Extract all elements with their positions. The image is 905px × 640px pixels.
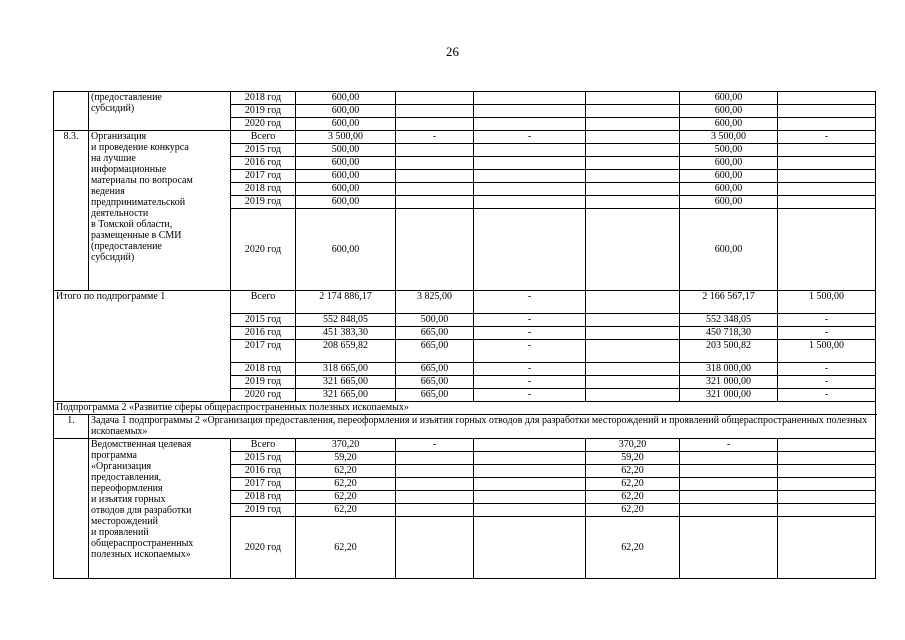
value-cell: 665,00 [396,327,474,340]
value-cell: 600,00 [680,118,778,131]
value-cell [778,517,876,579]
value-cell [778,92,876,105]
value-cell: - [474,340,586,363]
value-cell [586,131,680,144]
value-cell: 62,20 [296,517,396,579]
value-cell: 62,20 [296,504,396,517]
value-cell [474,105,586,118]
value-cell [586,118,680,131]
value-cell [586,363,680,376]
value-cell: 552 848,05 [296,314,396,327]
value-cell: - [778,363,876,376]
value-cell [778,170,876,183]
value-cell [396,196,474,209]
value-cell [396,105,474,118]
text-line: ведения [91,186,125,197]
num-cell: 8.3. [54,131,89,291]
value-cell [778,157,876,170]
value-cell: 1 500,00 [778,291,876,314]
value-cell [586,291,680,314]
value-cell: 500,00 [296,144,396,157]
value-cell [474,209,586,291]
value-cell [680,465,778,478]
value-cell: 450 718,30 [680,327,778,340]
value-cell: - [474,314,586,327]
value-cell: 62,20 [296,491,396,504]
value-cell: 59,20 [586,452,680,465]
year-cell: 2017 год [231,478,296,491]
text-line: и проведение конкурса [91,142,189,153]
value-cell [396,517,474,579]
value-cell: 600,00 [680,183,778,196]
value-cell: - [778,314,876,327]
task-text: Задача 1 подпрограммы 2 «Организация предоставления, переоформления и изъятия горных отводов для разработки месторождений и проявлений общераспространенных полезных ископаемых» [89,415,876,439]
value-cell [474,92,586,105]
value-cell [586,144,680,157]
value-cell [586,389,680,402]
year-cell: 2016 год [231,157,296,170]
value-cell [680,452,778,465]
year-cell: 2020 год [231,389,296,402]
table-row [54,439,876,452]
text-line: Ведомственная целевая [91,439,192,450]
text-line: (предоставление [91,92,162,103]
budget-table [53,91,876,579]
year-cell: Всего [231,291,296,314]
value-cell [586,170,680,183]
text-line: на лучшие [91,153,136,164]
table-row [54,291,876,314]
year-cell: 2016 год [231,327,296,340]
value-cell [586,209,680,291]
value-cell: 665,00 [396,363,474,376]
value-cell: 3 825,00 [396,291,474,314]
value-cell [778,478,876,491]
value-cell: 62,20 [586,504,680,517]
year-cell: 2020 год [231,118,296,131]
value-cell [474,157,586,170]
value-cell: 600,00 [296,157,396,170]
year-cell: 2015 год [231,314,296,327]
value-cell: 203 500,82 [680,340,778,363]
value-cell [396,478,474,491]
value-cell [474,478,586,491]
value-cell: 208 659,82 [296,340,396,363]
text-line: предпринимательской [91,197,186,208]
value-cell: 62,20 [586,491,680,504]
text-line: программа [91,450,137,461]
value-cell: - [474,291,586,314]
value-cell [680,491,778,504]
text-line: переоформления [91,483,163,494]
value-cell: 600,00 [680,105,778,118]
text-line: и изъятия горных [91,494,166,505]
value-cell [474,170,586,183]
value-cell: 3 500,00 [296,131,396,144]
year-cell: 2015 год [231,452,296,465]
value-cell: 552 348,05 [680,314,778,327]
value-cell: - [778,327,876,340]
text-line: деятельности [91,208,149,219]
year-cell: 2019 год [231,105,296,118]
text-line: Организация [91,131,147,142]
value-cell: 665,00 [396,389,474,402]
value-cell: - [474,131,586,144]
value-cell [778,118,876,131]
value-cell: - [778,376,876,389]
value-cell [396,491,474,504]
value-cell: - [680,439,778,452]
text-line: субсидий) [91,103,135,114]
value-cell [396,170,474,183]
year-cell: Всего [231,439,296,452]
value-cell: 600,00 [296,92,396,105]
value-cell: 318 000,00 [680,363,778,376]
value-cell [474,183,586,196]
year-cell: 2020 год [231,517,296,579]
num-cell [54,439,89,579]
year-cell: 2016 год [231,465,296,478]
subtotal-label: Итого по подпрограмме 1 [54,291,231,402]
text-line: информационные [91,164,167,175]
value-cell [778,183,876,196]
page-number: 26 [446,44,459,59]
table-row [54,131,876,144]
value-cell [778,491,876,504]
value-cell [396,118,474,131]
year-cell: 2018 год [231,92,296,105]
table-body [54,92,876,579]
value-cell: 318 665,00 [296,363,396,376]
value-cell [586,105,680,118]
text-line: и проявлений [91,527,149,538]
value-cell: 321 665,00 [296,389,396,402]
value-cell [586,196,680,209]
year-cell: 2019 год [231,196,296,209]
text-line: месторождений [91,516,158,527]
subprogram-title: Подпрограмма 2 «Развитие сферы общераспространенных полезных ископаемых» [54,402,876,415]
year-cell: Всего [231,131,296,144]
table-row [54,415,876,439]
text-line: предоставления, [91,472,162,483]
value-cell: 600,00 [680,170,778,183]
value-cell: 370,20 [586,439,680,452]
value-cell [586,183,680,196]
value-cell: 600,00 [296,196,396,209]
table-row [54,92,876,105]
value-cell [778,144,876,157]
year-cell: 2019 год [231,376,296,389]
value-cell: 62,20 [586,517,680,579]
value-cell [474,144,586,157]
value-cell: 600,00 [296,105,396,118]
value-cell [778,439,876,452]
text-line: (предоставление [91,241,162,252]
value-cell [586,92,680,105]
value-cell [778,504,876,517]
value-cell: 600,00 [680,209,778,291]
value-cell: 500,00 [680,144,778,157]
value-cell: 500,00 [396,314,474,327]
text-line: в Томской области, [91,219,173,230]
year-cell: 2015 год [231,144,296,157]
value-cell [396,157,474,170]
value-cell [474,491,586,504]
value-cell [474,439,586,452]
value-cell [586,327,680,340]
value-cell [680,478,778,491]
value-cell [474,118,586,131]
value-cell [396,504,474,517]
text-line: отводов для разработки [91,505,192,516]
value-cell: - [474,389,586,402]
table-row [54,402,876,415]
value-cell: 600,00 [680,196,778,209]
year-cell: 2019 год [231,504,296,517]
year-cell: 2020 год [231,209,296,291]
text-line: общераспространенных [91,538,194,549]
value-cell: 600,00 [296,209,396,291]
value-cell: 600,00 [296,183,396,196]
value-cell: 600,00 [296,170,396,183]
text-line: полезных ископаемых» [91,549,191,560]
value-cell: 3 500,00 [680,131,778,144]
year-cell: 2017 год [231,170,296,183]
value-cell: 321 000,00 [680,376,778,389]
value-cell [586,314,680,327]
value-cell: 59,20 [296,452,396,465]
value-cell: - [778,131,876,144]
value-cell: 370,20 [296,439,396,452]
text-line: субсидий) [91,252,135,263]
value-cell: 62,20 [586,465,680,478]
value-cell: 600,00 [680,157,778,170]
value-cell: 600,00 [680,92,778,105]
value-cell [778,209,876,291]
value-cell: - [474,363,586,376]
value-cell: 600,00 [296,118,396,131]
value-cell: 321 000,00 [680,389,778,402]
value-cell: - [396,439,474,452]
text-line: размещенные в СМИ [91,230,182,241]
description-cell [89,131,231,291]
value-cell [474,196,586,209]
text-line: «Организация [91,461,152,472]
year-cell: 2018 год [231,491,296,504]
year-cell: 2018 год [231,363,296,376]
value-cell [586,376,680,389]
value-cell: - [396,131,474,144]
value-cell [680,504,778,517]
value-cell [474,465,586,478]
value-cell [778,105,876,118]
value-cell [396,183,474,196]
value-cell [586,340,680,363]
value-cell [778,452,876,465]
description-cell [89,439,231,579]
value-cell [778,465,876,478]
value-cell [680,517,778,579]
value-cell [474,452,586,465]
value-cell [778,196,876,209]
value-cell: 62,20 [586,478,680,491]
value-cell: 321 665,00 [296,376,396,389]
value-cell [396,144,474,157]
task-num: 1. [54,415,89,439]
value-cell: 2 174 886,17 [296,291,396,314]
value-cell: 62,20 [296,478,396,491]
value-cell [396,209,474,291]
value-cell: 665,00 [396,340,474,363]
year-cell: 2018 год [231,183,296,196]
description-cell [89,92,231,131]
value-cell: 665,00 [396,376,474,389]
value-cell: - [474,376,586,389]
value-cell [396,452,474,465]
value-cell: - [778,389,876,402]
value-cell: - [474,327,586,340]
value-cell: 2 166 567,17 [680,291,778,314]
value-cell: 451 383,30 [296,327,396,340]
value-cell [396,465,474,478]
value-cell [474,504,586,517]
num-cell [54,92,89,131]
year-cell: 2017 год [231,340,296,363]
value-cell [586,157,680,170]
value-cell [396,92,474,105]
value-cell: 1 500,00 [778,340,876,363]
value-cell: 62,20 [296,465,396,478]
text-line: материалы по вопросам [91,175,193,186]
value-cell [474,517,586,579]
